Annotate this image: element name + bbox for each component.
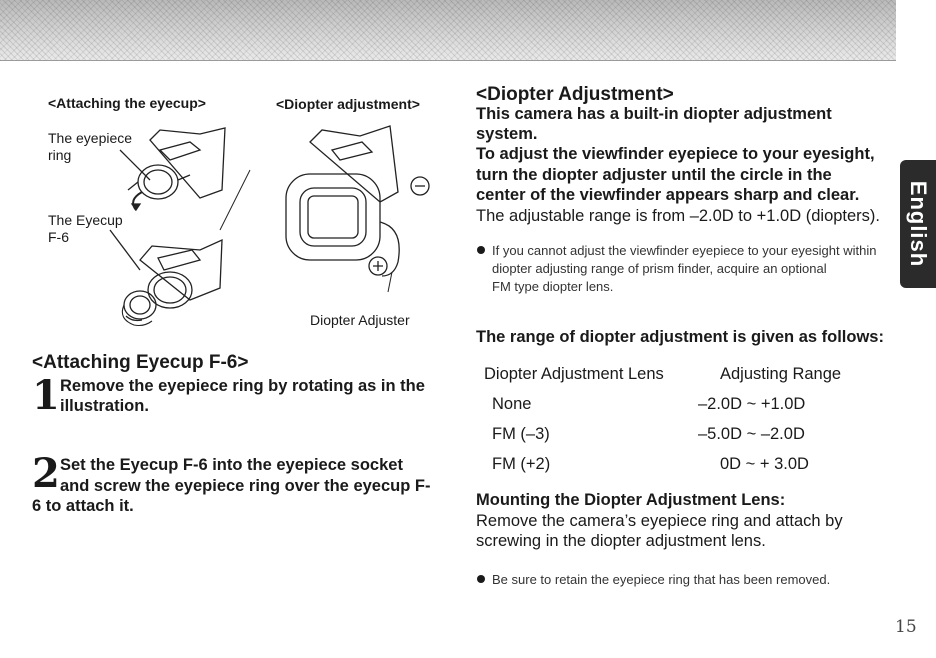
mounting-line1: Remove the camera’s eyepiece ring and attach by [476,512,843,530]
step-2-line2: and screw the eyepiece ring over the eyecup F- [60,477,431,495]
table-row-1-range: –2.0D ~ +1.0D [698,395,806,413]
mounting-heading: Mounting the Diopter Adjustment Lens: [476,491,786,509]
adjustable-range-text: The adjustable range is from –2.0D to +1.0D (diopters). [476,207,881,225]
intro-bold-line3: To adjust the viewfinder eyepiece to your eyesight, [476,145,875,163]
label-eyepiece-ring-line1: The eyepiece [48,130,133,146]
note2: Be sure to retain the eyepiece ring that has been removed. [492,572,831,587]
figure-caption-eyecup: <Attaching the eyecup> [48,95,206,111]
bullet-dot [477,575,485,583]
table-heading: The range of diopter adjustment is given as follows: [476,328,884,346]
step-1-line1: Remove the eyepiece ring by rotating as in the [60,377,425,395]
table-row-3-lens: FM (+2) [492,455,551,473]
attaching-eyecup-title: <Attaching Eyecup F-6> [32,352,249,373]
step-2-number: 2 [32,450,60,497]
step-1-number: 1 [32,372,60,419]
diopter-adjustment-illustration [270,122,440,322]
mounting-line2: screwing in the diopter adjustment lens. [476,532,766,550]
step-1-line2: illustration. [60,397,149,415]
label-eyecup-line1: The Eyecup [48,212,123,228]
bullet-dot [477,246,485,254]
note1-line1: If you cannot adjust the viewfinder eyepiece to your eyesight within [492,243,877,258]
eyecup-attachment-illustration [40,120,300,340]
table-row-2-lens: FM (–3) [492,425,550,443]
intro-bold-line5: center of the viewfinder appears sharp and clear. [476,186,860,204]
note1-line2: diopter adjusting range of prism finder, acquire an optional [492,261,827,276]
diopter-adjustment-title: <Diopter Adjustment> [476,84,674,105]
label-eyecup-line2: F-6 [48,229,69,245]
step-2-line3: 6 to attach it. [32,497,134,515]
table-header-range: Adjusting Range [720,365,842,383]
table-row-2-range: –5.0D ~ –2.0D [698,425,805,443]
note1-line3: FM type diopter lens. [492,279,614,294]
figure-caption-diopter: <Diopter adjustment> [276,96,420,112]
table-header-lens: Diopter Adjustment Lens [484,365,664,383]
label-eyepiece-ring-line2: ring [48,147,72,163]
language-tab-label: English [906,180,931,268]
table-row-3-range: 0D ~ + 3.0D [720,455,809,473]
table-row-1-lens: None [492,395,532,413]
page-number: 15 [895,617,917,637]
intro-bold-line4: turn the diopter adjuster until the circle in the [476,166,832,184]
intro-bold-line2: system. [476,125,538,143]
step-2-line1: Set the Eyecup F-6 into the eyepiece socket [60,456,403,474]
language-tab [900,160,936,288]
header-texture-band [0,0,896,61]
intro-bold-line1: This camera has a built-in diopter adjustment [476,105,832,123]
label-diopter-adjuster: Diopter Adjuster [310,312,410,328]
